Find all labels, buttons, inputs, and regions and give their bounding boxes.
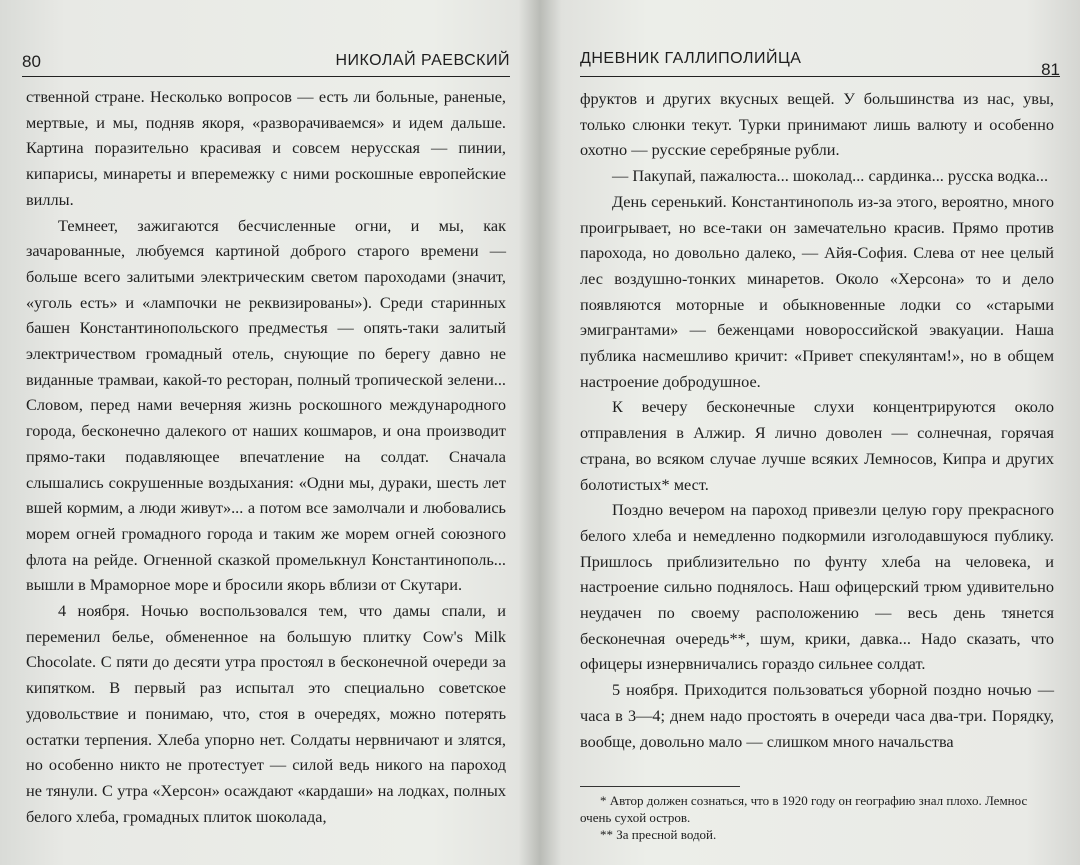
paragraph: День серенький. Константинополь из-за этого, вероятно, много проигрывает, но все-таки он замечательно красив. Прямо против парохода, но довольно далеко, — Айя-София. Слева от нее целый лес воздушно-тонких минаретов. Около «Херсона» то и дело появляются моторные и обыкновенные лодки со «старыми эмигрантами» — беженцами новороссийской эвакуации. Наша публика насмешливо кричит: «Привет спекулянтам!», но в общем настроение добродушное. [580,191,1054,391]
footnote: ** За пресной водой. [600,827,717,842]
paragraph: К вечеру бесконечные слухи концентрируются около отправления в Алжир. Я лично доволен — солнечная, горячая страна, во всяком случае лучше всяких Лемносов, Кипра и других болотистых* мест. [580,397,1054,494]
paragraph: Поздно вечером на пароход привезли целую гору прекрасного белого хлеба и немедленно подкормили изголодавшуюся публику. Пришлось приблизительно по фунту хлеба на человека, и настроение сильно поднялось. Наш офицерский трюм удивительно неудачен по своему расположению — весь день тянется бесконечная очередь**, шум, крики, давка... Надо сказать, что офицеры изнервничались гораздо сильнее солдат. [580,500,1054,674]
footnote: * Автор должен сознаться, что в 1920 году он географию знал плохо. Лемнос очень сухой остров. [580,793,1028,825]
running-head: НИКОЛАЙ РАЕВСКИЙ [335,52,510,69]
paragraph: 4 ноября. Ночью воспользовался тем, что дамы спали, и переменил белье, обмененное на большую плитку Cow's Milk Chocolate. С пяти до десяти утра простоял в бесконечной очереди за кипятком. В первый раз испытал это специально советское удовольствие и понимаю, что, стоя в очередях, можно потерять остатки терпения. Хлеба упорно нет. Солдаты нервничают и злятся, но особенно никто не протестует — силой ведь никого на пароход не тянули. С утра «Херсон» осаждают «кардаши» на лодках, полных белого хлеба, громадных плиток шоколада, [26,601,506,826]
right-header [580,46,1060,77]
paragraph: — Пакупай, пажалюста... шоколад... сардинка... русска водка... [612,166,1049,186]
paragraph: ственной стране. Несколько вопросов — есть ли больные, раненые, мертвые, и мы, подняв якоря, «разворачиваемся» и идем дальше. Картина поразительно красивая и совсем нерусская — пинии, кипарисы, минареты и вперемежку с ними роскошные европейские виллы. [26,87,506,209]
footnotes [580,792,1054,843]
footnote-rule [580,786,740,787]
paragraph: Темнеет, зажигаются бесчисленные огни, и мы, как зачарованные, любуемся картиной доброго старого времени — больше всего залитыми электрическим светом пароходами (значит, «уголь есть» и «лампочки не реквизированы»). Среди старинных башен Константинопольского предместья — опять-таки залитый электричеством громадный отель, снующие по берегу давно не виданные трамваи, какой-то ресторан, полный тропической зелени... Словом, перед нами вечерняя жизнь роскошного международного города, бесконечно далекого от наших кошмаров, и она производит прямо-таки подавляющее впечатление на солдат. Сначала слышались сокрушенные воздыхания: «Одни мы, дураки, шесть лет вшей кормим, а люди живут»... а потом все замолчали и любовались морем огней громадного города и таким же морем огней союзного флота на рейде. Огненной сказкой промелькнул Константинополь... вышли в Мраморное море и бросили якорь вблизи от Скутари. [26,215,506,595]
left-body-text [26,84,506,829]
page-number: 81 [1041,60,1060,79]
page-number: 80 [22,52,41,71]
paragraph: фруктов и других вкусных вещей. У большинства из нас, увы, только слюнки текут. Турки принимают лишь валюту и особенно охотно — русские серебряные рубли. [580,89,1054,160]
left-header [22,46,510,77]
right-body-text [580,86,1054,754]
right-page [540,0,1080,865]
running-head: ДНЕВНИК ГАЛЛИПОЛИЙЦА [580,50,802,67]
paragraph: 5 ноября. Приходится пользоваться уборной поздно ночью — часа в 3—4; днем надо простоять в очереди часа два-три. Порядку, вообще, довольно мало — слишком много начальства [580,680,1054,751]
